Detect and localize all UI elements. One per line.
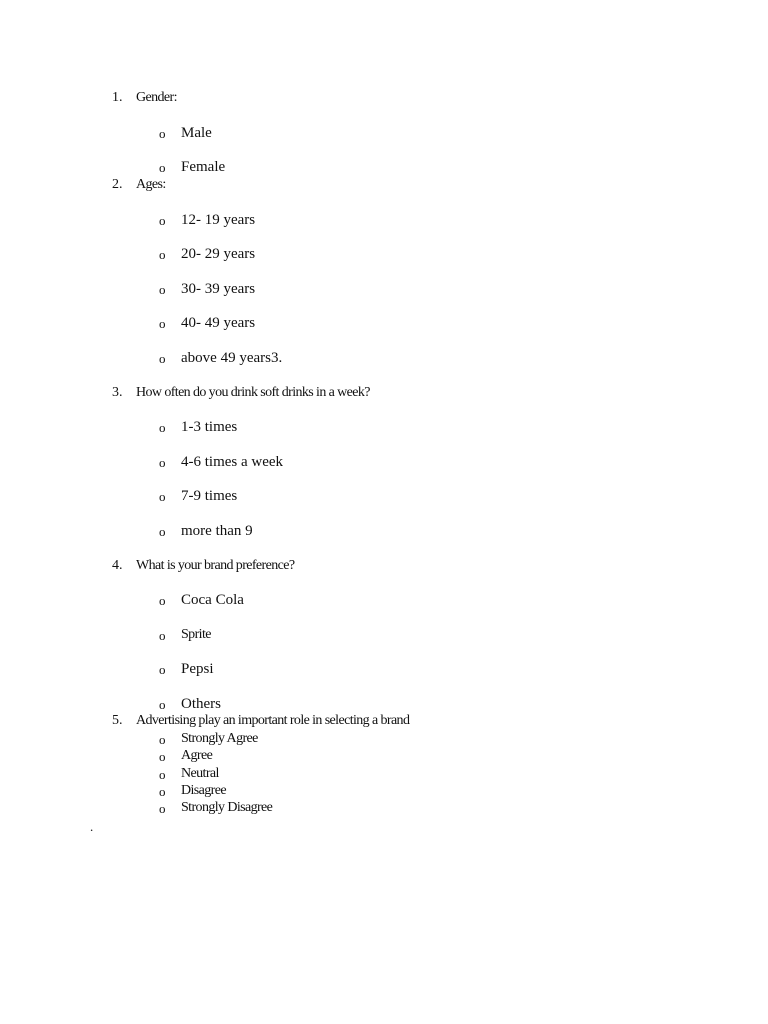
question-number: 1. [112,90,123,105]
question-text: Gender: [136,90,177,105]
bullet-marker: o [159,213,166,228]
question-number: 2. [112,177,123,192]
bullet-marker: o [159,247,166,262]
option-text: 30- 39 years [181,281,256,297]
option-text: above 49 years3. [181,350,283,366]
option-text: 20- 29 years [181,246,256,262]
option-text: Female [181,159,226,175]
bullet-marker: o [159,593,166,608]
option-text: Male [181,125,212,141]
option-text: more than 9 [181,523,253,539]
question-number: 4. [112,558,123,573]
option-text: Sprite [181,627,211,642]
question-text: Advertising play an important role in selecting a brand [136,713,410,728]
question-number: 3. [112,385,123,400]
bullet-marker: o [159,351,166,366]
bullet-marker: o [159,628,166,643]
bullet-marker: o [159,420,166,435]
option-text: Agree [181,748,213,763]
question-text: Ages: [136,177,166,192]
option-text: 7-9 times [181,488,238,504]
question-text: How often do you drink soft drinks in a week? [136,385,370,400]
bullet-marker: o [159,801,166,816]
bullet-marker: o [159,697,166,712]
option-text: Strongly Agree [181,731,258,746]
bullet-marker: o [159,455,166,470]
bullet-marker: o [159,524,166,539]
bullet-marker: o [159,767,166,782]
bullet-marker: o [159,489,166,504]
bullet-marker: o [159,749,166,764]
option-text: 40- 49 years [181,315,256,331]
option-text: 1-3 times [181,419,238,435]
option-text: Disagree [181,783,226,798]
question-text: What is your brand preference? [136,558,295,573]
option-text: 12- 19 years [181,212,256,228]
question-number: 5. [112,713,123,728]
option-text: Others [181,696,221,712]
bullet-marker: o [159,316,166,331]
option-text: Coca Cola [181,592,244,608]
option-text: Neutral [181,766,219,781]
option-text: Strongly Disagree [181,800,273,815]
option-text: Pepsi [181,661,214,677]
bullet-marker: o [159,732,166,747]
bullet-marker: o [159,662,166,677]
trailing-mark: . [90,819,94,834]
bullet-marker: o [159,282,166,297]
bullet-marker: o [159,160,166,175]
option-text: 4-6 times a week [181,454,284,470]
bullet-marker: o [159,784,166,799]
bullet-marker: o [159,126,166,141]
